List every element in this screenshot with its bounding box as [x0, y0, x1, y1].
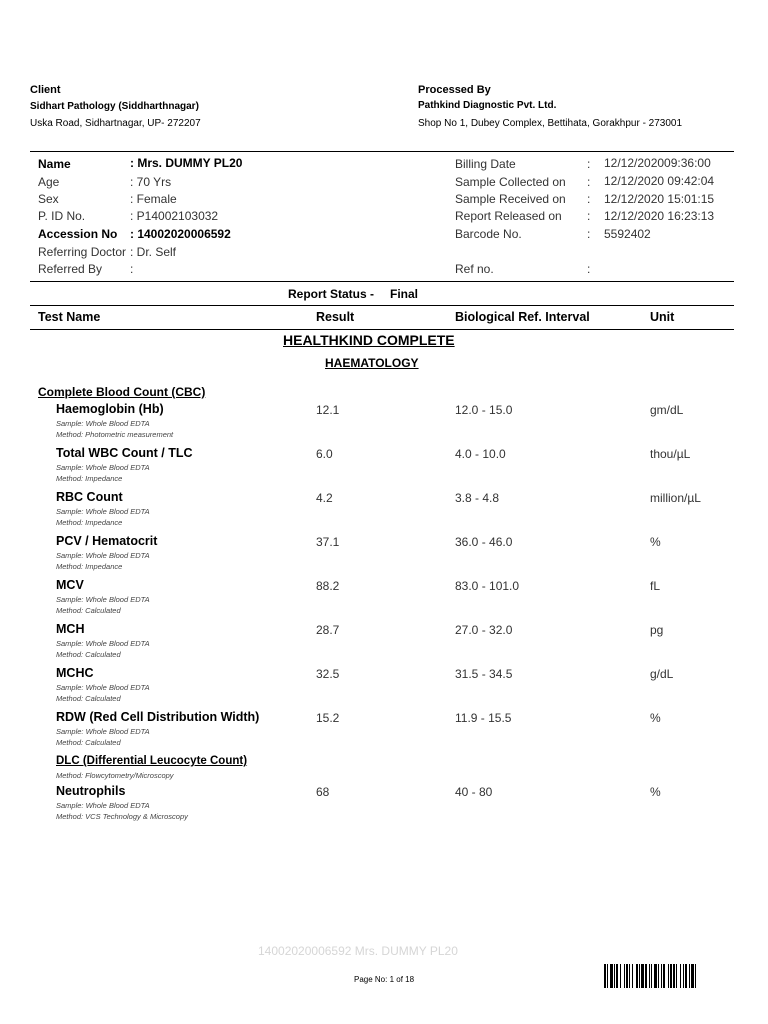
accession-label: Accession No	[38, 227, 118, 241]
test-unit: fL	[650, 579, 661, 593]
test-range: 3.8 - 4.8	[455, 491, 500, 505]
colon: :	[587, 209, 591, 223]
report-released-label: Report Released on	[455, 209, 562, 223]
divider-columns-bottom	[30, 329, 734, 330]
test-sample: Sample: Whole Blood EDTA	[56, 551, 150, 560]
test-unit: pg	[650, 623, 664, 637]
billing-date-label: Billing Date	[455, 157, 516, 171]
report-status-label: Report Status -	[288, 287, 375, 301]
subsection-title: HAEMATOLOGY	[325, 356, 419, 370]
report-status-value: Final	[390, 287, 419, 301]
dlc-method: Method: Flowcytometry/Microscopy	[56, 771, 174, 780]
divider-columns-top	[30, 305, 734, 306]
neutrophils-range: 40 - 80	[455, 785, 493, 799]
test-name: PCV / Hematocrit	[56, 534, 158, 548]
age-value: : 70 Yrs	[130, 175, 172, 189]
test-range: 12.0 - 15.0	[455, 403, 513, 417]
test-method: Method: Calculated	[56, 606, 121, 615]
sample-collected-value: 12/12/2020 09:42:04	[604, 174, 715, 188]
colon: :	[587, 157, 591, 171]
processed-by-heading: Processed By	[418, 84, 491, 96]
test-name: RBC Count	[56, 490, 123, 504]
name-label: Name	[38, 157, 71, 171]
test-result: 15.2	[316, 711, 340, 725]
test-sample: Sample: Whole Blood EDTA	[56, 639, 150, 648]
sample-received-label: Sample Received on	[455, 192, 566, 206]
column-test-name: Test Name	[38, 310, 101, 324]
barcode-image	[604, 964, 728, 988]
test-result: 32.5	[316, 667, 340, 681]
referred-by-value: :	[130, 262, 134, 276]
test-result: 37.1	[316, 535, 340, 549]
test-result: 88.2	[316, 579, 340, 593]
referring-doctor-label: Referring Doctor	[38, 245, 127, 259]
test-unit: million/µL	[650, 491, 701, 505]
test-unit: %	[650, 535, 661, 549]
colon: :	[587, 227, 591, 241]
test-method: Method: Calculated	[56, 694, 121, 703]
column-ref-interval: Biological Ref. Interval	[455, 310, 590, 324]
test-range: 31.5 - 34.5	[455, 667, 513, 681]
test-result: 4.2	[316, 491, 333, 505]
name-value: : Mrs. DUMMY PL20	[130, 156, 243, 170]
test-unit: %	[650, 711, 661, 725]
test-name: Haemoglobin (Hb)	[56, 402, 164, 416]
test-name: MCHC	[56, 666, 94, 680]
sample-received-value: 12/12/2020 15:01:15	[604, 192, 715, 206]
pid-value: : P14002103032	[130, 209, 219, 223]
page-number: Page No: 1 of 18	[354, 975, 415, 984]
footer-watermark-id: 14002020006592 Mrs. DUMMY PL20	[258, 944, 458, 958]
test-range: 11.9 - 15.5	[455, 711, 512, 725]
barcode-no-label: Barcode No.	[455, 227, 522, 241]
test-sample: Sample: Whole Blood EDTA	[56, 727, 150, 736]
dlc-title: DLC (Differential Leucocyte Count)	[56, 755, 248, 767]
barcode-no-value: 5592402	[604, 227, 651, 241]
neutrophils-result: 68	[316, 785, 330, 799]
referred-by-label: Referred By	[38, 262, 103, 276]
test-name: MCV	[56, 578, 84, 592]
ref-no-value: :	[587, 262, 591, 276]
column-result: Result	[316, 310, 355, 324]
ref-no-label: Ref no.	[455, 262, 494, 276]
age-label: Age	[38, 175, 60, 189]
group-cbc-title: Complete Blood Count (CBC)	[38, 385, 206, 399]
neutrophils-method: Method: VCS Technology & Microscopy	[56, 812, 188, 821]
client-address: Uska Road, Sidhartnagar, UP- 272207	[30, 118, 201, 129]
test-method: Method: Calculated	[56, 650, 121, 659]
divider-status-top	[30, 281, 734, 282]
test-sample: Sample: Whole Blood EDTA	[56, 683, 150, 692]
accession-value: : 14002020006592	[130, 227, 231, 241]
test-sample: Sample: Whole Blood EDTA	[56, 507, 150, 516]
test-method: Method: Calculated	[56, 738, 121, 747]
sex-value: : Female	[130, 192, 177, 206]
divider-top	[30, 151, 734, 152]
test-method: Method: Impedance	[56, 562, 123, 571]
processed-by-address: Shop No 1, Dubey Complex, Bettihata, Gorakhpur - 273001	[418, 118, 683, 129]
test-sample: Sample: Whole Blood EDTA	[56, 463, 150, 472]
test-sample: Sample: Whole Blood EDTA	[56, 595, 150, 604]
colon: :	[587, 192, 591, 206]
pid-label: P. ID No.	[38, 209, 86, 223]
test-range: 27.0 - 32.0	[455, 623, 513, 637]
neutrophils-name: Neutrophils	[56, 784, 126, 798]
processed-by-name: Pathkind Diagnostic Pvt. Ltd.	[418, 100, 557, 111]
section-title: HEALTHKIND COMPLETE	[283, 332, 455, 348]
billing-date-value: 12/12/202009:36:00	[604, 156, 711, 170]
report-released-value: 12/12/2020 16:23:13	[604, 209, 715, 223]
client-heading: Client	[30, 84, 61, 96]
test-unit: g/dL	[650, 667, 674, 681]
test-unit: thou/µL	[650, 447, 691, 461]
test-result: 28.7	[316, 623, 340, 637]
neutrophils-unit: %	[650, 785, 661, 799]
neutrophils-sample: Sample: Whole Blood EDTA	[56, 801, 150, 810]
colon: :	[587, 175, 591, 189]
test-range: 36.0 - 46.0	[455, 535, 513, 549]
test-name: MCH	[56, 622, 85, 636]
test-result: 6.0	[316, 447, 333, 461]
test-range: 4.0 - 10.0	[455, 447, 506, 461]
client-name: Sidhart Pathology (Siddharthnagar)	[30, 101, 199, 112]
sex-label: Sex	[38, 192, 59, 206]
test-method: Method: Photometric measurement	[56, 430, 174, 439]
test-method: Method: Impedance	[56, 474, 123, 483]
test-unit: gm/dL	[650, 403, 684, 417]
test-name: Total WBC Count / TLC	[56, 446, 193, 460]
column-unit: Unit	[650, 310, 675, 324]
test-sample: Sample: Whole Blood EDTA	[56, 419, 150, 428]
sample-collected-label: Sample Collected on	[455, 175, 566, 189]
test-method: Method: Impedance	[56, 518, 123, 527]
test-name: RDW (Red Cell Distribution Width)	[56, 710, 260, 724]
referring-doctor-value: : Dr. Self	[130, 245, 177, 259]
test-range: 83.0 - 101.0	[455, 579, 520, 593]
test-result: 12.1	[316, 403, 340, 417]
